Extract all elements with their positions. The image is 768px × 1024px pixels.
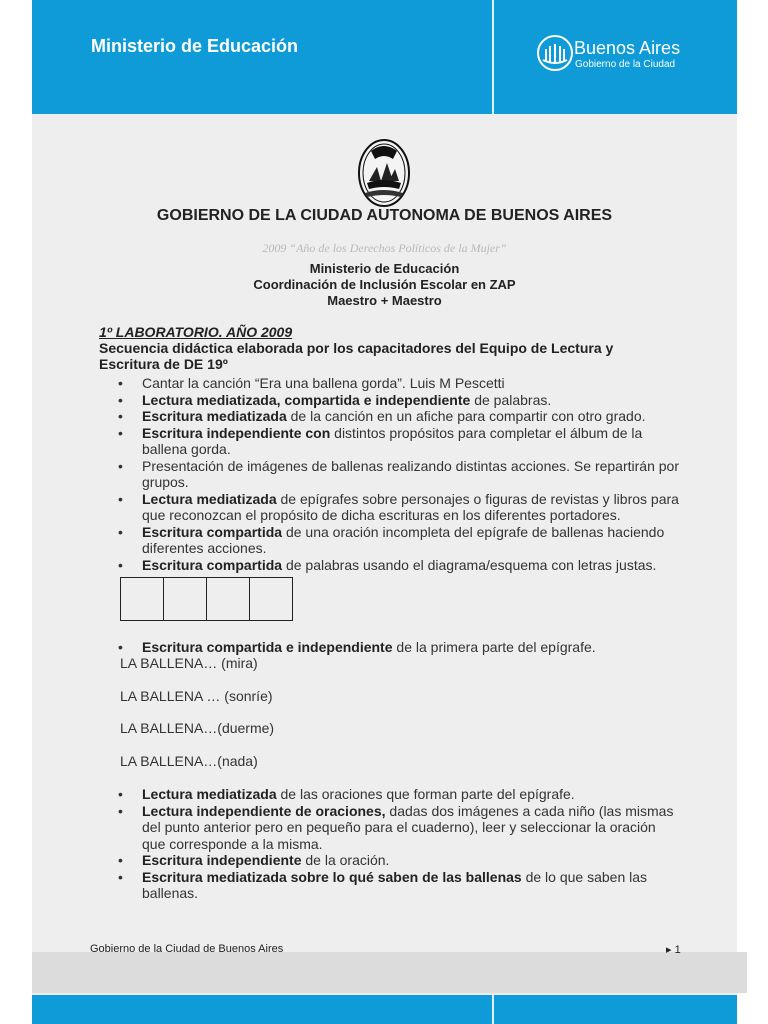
list-item-bold: Escritura compartida e independiente bbox=[142, 639, 393, 655]
list-item bbox=[100, 852, 680, 869]
list-item-text: de lo que saben las ballenas. bbox=[142, 868, 648, 901]
sequence-description: Secuencia didáctica elaborada por los capacitadores del Equipo de Lectura y Escritura de DE 19º bbox=[99, 340, 614, 372]
whale-line: LA BALLENA… (mira) bbox=[120, 655, 258, 671]
list-item bbox=[100, 425, 680, 458]
buenos-aires-logo-icon bbox=[535, 33, 575, 73]
bottom-banner bbox=[32, 995, 737, 1024]
page-number bbox=[666, 943, 681, 956]
list-item bbox=[100, 803, 680, 853]
list-item-text: de palabras. bbox=[470, 391, 552, 408]
activity-list-2 bbox=[100, 639, 680, 656]
list-item-bold: Lectura independiente de oraciones, bbox=[142, 802, 386, 819]
list-item-text: distintos propósitos para completar el álbum de la ballena gorda. bbox=[142, 424, 643, 457]
footer-text: Gobierno de la Ciudad de Buenos Aires bbox=[90, 943, 284, 955]
brand-subtitle: Gobierno de la Ciudad bbox=[575, 59, 676, 70]
header-divider bbox=[492, 0, 494, 114]
list-item bbox=[100, 375, 680, 392]
ministry-title: Ministerio de Educación bbox=[91, 36, 299, 56]
letter-box bbox=[120, 577, 164, 621]
list-item bbox=[100, 408, 680, 425]
whale-line: LA BALLENA…(nada) bbox=[120, 753, 258, 769]
bottom-divider bbox=[492, 995, 494, 1024]
list-item bbox=[100, 557, 680, 574]
page-number-value: 1 bbox=[674, 944, 681, 956]
document-page bbox=[32, 0, 737, 1024]
coordination-line: Coordinación de Inclusión Escolar en ZAP bbox=[253, 277, 516, 292]
lab-heading: 1º LABORATORIO. AÑO 2009 bbox=[99, 324, 293, 340]
list-item-text: de la canción en un afiche para compartir con otro grado. bbox=[286, 408, 646, 424]
city-seal-icon bbox=[357, 137, 411, 207]
letter-boxes-diagram bbox=[121, 577, 293, 621]
program-line: Maestro + Maestro bbox=[327, 293, 442, 308]
list-item-bold: Lectura mediatizada bbox=[142, 490, 277, 507]
list-item-text: de palabras usando el diagrama/esquema con letras justas. bbox=[282, 556, 657, 573]
list-item-bold: Lectura mediatizada bbox=[142, 786, 277, 802]
list-item bbox=[100, 491, 680, 524]
list-item-bold: Escritura mediatizada bbox=[142, 408, 287, 424]
list-item bbox=[100, 786, 680, 803]
letter-box bbox=[163, 577, 207, 621]
letter-box bbox=[249, 577, 293, 621]
list-item-text: dadas dos imágenes a cada niño (las mismas del punto anterior pero en pequeño para el cuaderno), leer y seleccionar la oración que corresponde a la misma. bbox=[142, 802, 674, 852]
year-motto: 2009 “Año de los Derechos Políticos de la Mujer” bbox=[262, 241, 507, 255]
list-item-bold: Escritura compartida bbox=[142, 523, 283, 540]
list-item-bold: Escritura compartida bbox=[142, 556, 283, 573]
document-title: GOBIERNO DE LA CIUDAD AUTONOMA DE BUENOS AIRES bbox=[156, 207, 613, 224]
list-item-text: de la oración. bbox=[301, 852, 390, 868]
activity-list-3 bbox=[100, 786, 680, 902]
whale-line: LA BALLENA…(duerme) bbox=[120, 720, 275, 736]
list-item-text: de una oración incompleta del epígrafe de ballenas haciendo diferentes acciones. bbox=[142, 523, 665, 556]
list-item-text: de epígrafes sobre personajes o figuras de revistas y libros para que reconozcan el propósito de dicha escrituras en los diferentes portadores. bbox=[142, 490, 679, 523]
footer-bar bbox=[32, 952, 747, 993]
list-item bbox=[100, 869, 680, 902]
list-item-bold: Escritura independiente con bbox=[142, 424, 331, 441]
letter-box bbox=[206, 577, 250, 621]
list-item-text: de la primera parte del epígrafe. bbox=[392, 639, 596, 655]
header-banner bbox=[32, 0, 737, 114]
list-item-text: Cantar la canción “Era una ballena gorda”. Luis M Pescetti bbox=[142, 375, 505, 391]
list-item-text: de las oraciones que forman parte del epígrafe. bbox=[276, 786, 575, 802]
whale-line: LA BALLENA … (sonríe) bbox=[120, 688, 273, 704]
list-item bbox=[100, 392, 680, 409]
list-item bbox=[100, 639, 680, 656]
list-item-bold: Escritura independiente bbox=[142, 852, 302, 868]
list-item-bold: Escritura mediatizada sobre lo qué saben de las ballenas bbox=[142, 868, 522, 885]
list-item-text: Presentación de imágenes de ballenas realizando distintas acciones. Se repartirán por grupos. bbox=[142, 457, 679, 490]
list-item-bold: Lectura mediatizada, compartida e independiente bbox=[142, 391, 471, 408]
page-arrow-icon: ▸ bbox=[666, 944, 672, 956]
list-item bbox=[100, 458, 680, 491]
brand-title: Buenos Aires bbox=[574, 38, 681, 58]
activity-list-1 bbox=[100, 375, 680, 573]
ministry-line: Ministerio de Educación bbox=[309, 261, 460, 276]
list-item bbox=[100, 524, 680, 557]
